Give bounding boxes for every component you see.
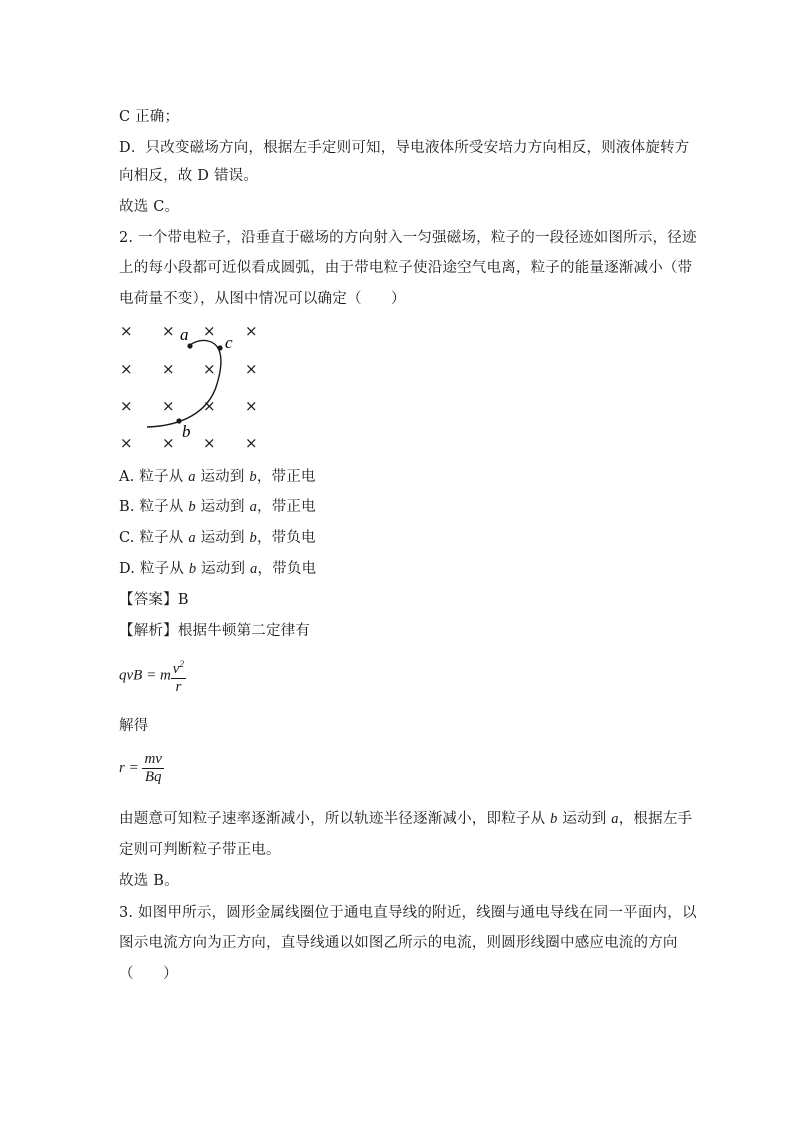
cross-mark: × [203,322,216,340]
point-a [187,343,192,348]
cross-mark: × [245,434,258,452]
cross-mark: × [162,360,175,378]
label-a: a [180,325,189,344]
point-c [217,345,222,350]
text-line: D．只改变磁场方向，根据左手定则可知，导电液体所受安培力方向相反，则液体旋转方 [119,140,690,156]
label-c: c [225,333,233,352]
option-b: B. 粒子从 b 运动到 a，带正电 [119,499,316,515]
conclusion-text: 由题意可知粒子速率逐渐减小，所以轨迹半径逐渐减小，即粒子从 b 运动到 a，根据左手 [119,811,693,827]
question-2-text: 上的每小段都可近似看成圆弧，由于带电粒子使沿途空气电离，粒子的能量逐渐减小（带 [119,260,693,276]
option-c: C. 粒子从 a 运动到 b，带负电 [119,530,316,546]
equation-newton: qvB = m $\frac{v^2}{r}$ [119,656,186,696]
solve-label: 解得 [119,718,149,734]
text-line: C 正确； [119,109,180,125]
cross-mark: × [245,360,258,378]
answer: 【答案】B [119,592,189,608]
conclusion-text: 定则可判断粒子带正电。 [119,842,281,858]
analysis-intro: 【解析】根据牛顿第二定律有 [119,623,311,639]
question-3-text: 3. 如图甲所示，圆形金属线圈位于通电直导线的附近，线圈与通电导线在同一平面内，以 [119,905,697,921]
label-b: b [182,422,191,441]
cross-mark: × [162,397,175,415]
cross-mark: × [120,397,133,415]
question-3-text: （ ） [119,966,178,982]
magnetic-field-figure [112,316,272,456]
question-3-text: 图示电流方向为正方向，直导线通以如图乙所示的电流，则圆形线圈中感应电流的方向 [119,935,678,951]
cross-mark: × [203,360,216,378]
cross-mark: × [245,322,258,340]
question-2-text: 2. 一个带电粒子，沿垂直于磁场的方向射入一匀强磁场，粒子的一段径迹如图所示，径迹 [119,230,697,246]
cross-mark: × [162,434,175,452]
final-choice: 故选 B。 [119,873,179,889]
cross-mark: × [120,360,133,378]
option-a: A. 粒子从 a 运动到 b，带正电 [119,469,316,485]
cross-mark: × [162,322,175,340]
option-d: D. 粒子从 b 运动到 a，带负电 [119,561,317,577]
question-2-text: 电荷量不变），从图中情况可以确定（ ） [119,291,406,307]
text-line: 故选 C。 [119,199,180,215]
cross-mark: × [203,397,216,415]
equation-radius: r = $\frac{mv}{Bq}$ [119,751,162,785]
cross-mark: × [245,397,258,415]
text-line: 向相反，故 D 错误。 [119,168,259,184]
point-b [176,418,181,423]
cross-mark: × [203,434,216,452]
cross-mark: × [120,322,133,340]
cross-mark: × [120,434,133,452]
